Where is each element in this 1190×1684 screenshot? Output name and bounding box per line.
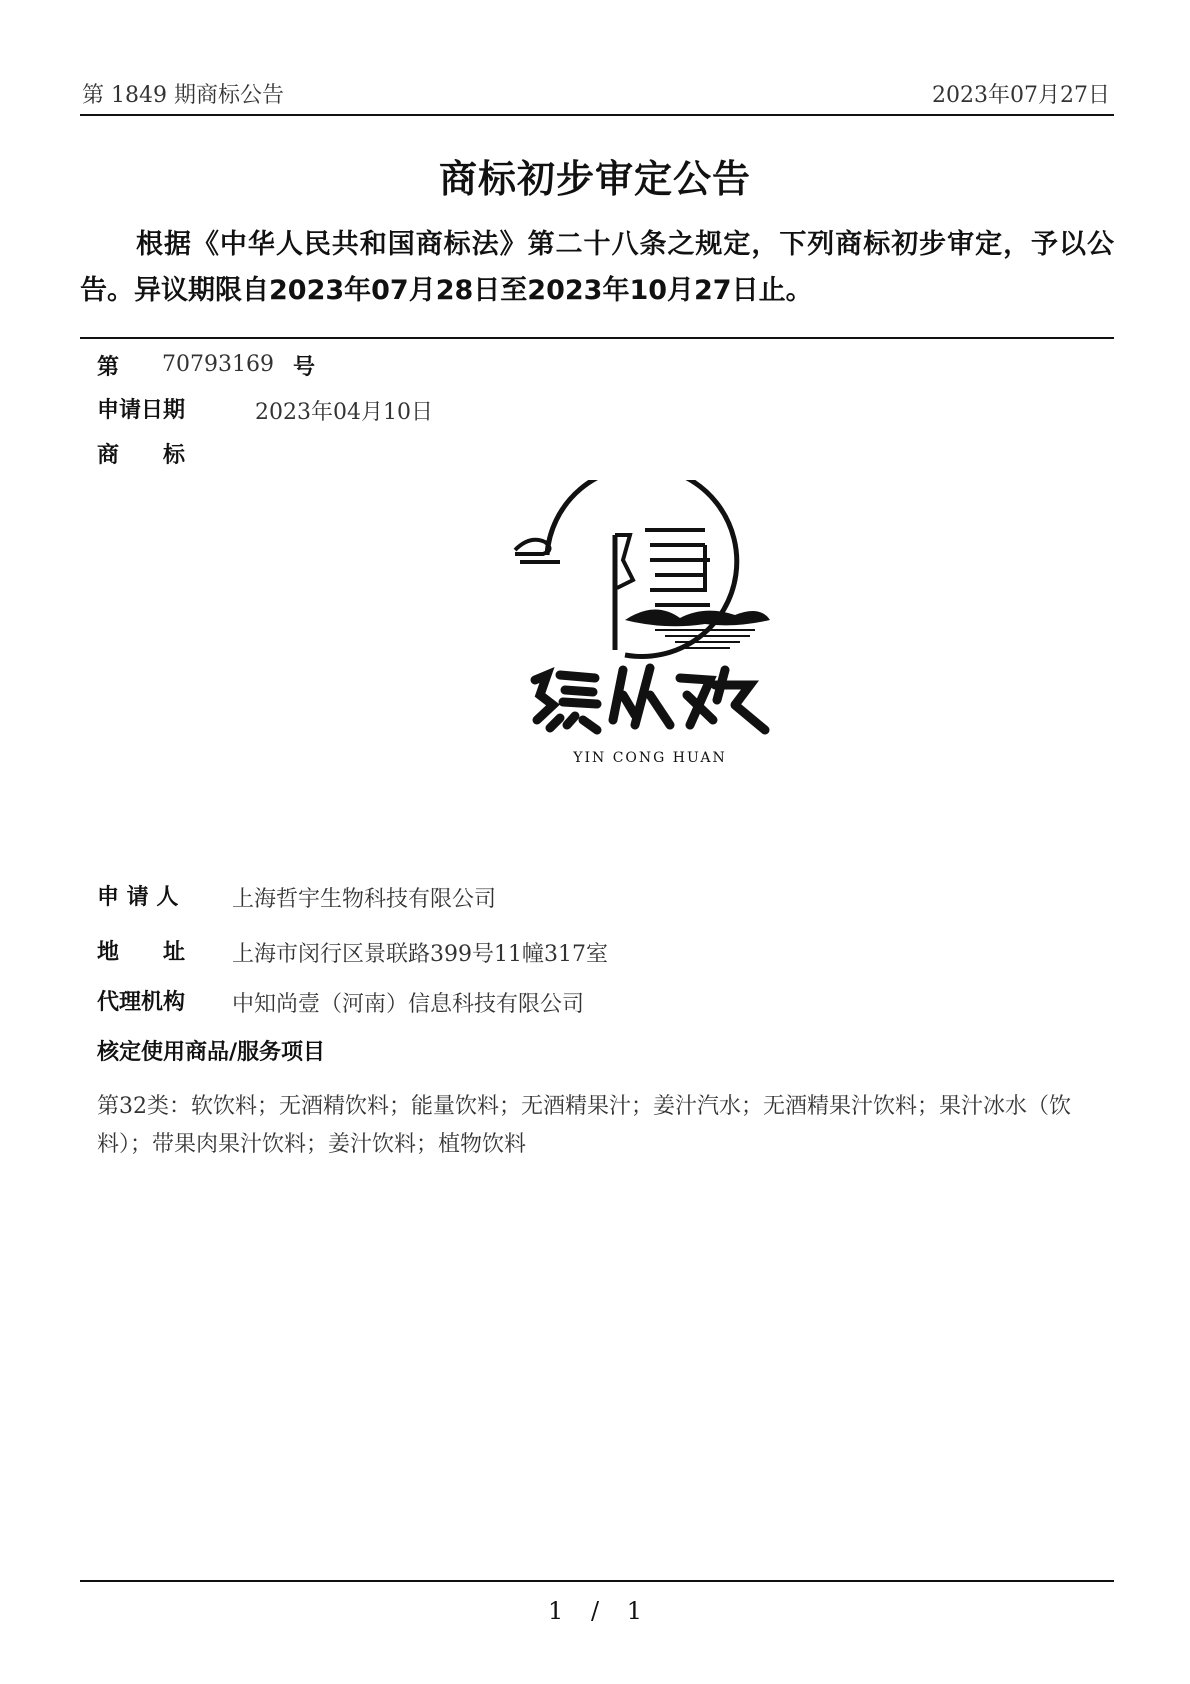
agent-label: 代理机构: [97, 990, 186, 1015]
issue-number: 第 1849 期商标公告: [82, 83, 284, 108]
logo-cloud-swirl: [515, 540, 550, 554]
page-indicator: [0, 1597, 1190, 1625]
applicant-label: 申 请 人: [97, 885, 179, 910]
section-rule: [80, 337, 1114, 339]
header-date: 2023年07月27日: [932, 83, 1110, 108]
goods-list: 第32类：软饮料；无酒精饮料；能量饮料；无酒精果汁；姜汁汽水；无酒精果汁饮料；果汁冰水（饮料）；带果肉果汁饮料；姜汁饮料；植物饮料: [97, 1094, 1071, 1157]
agent-value: 中知尚壹（河南）信息科技有限公司: [232, 992, 585, 1017]
page-separator: /: [590, 1597, 600, 1625]
trademark-number: 70793169: [162, 352, 274, 377]
logo-glyph-stroke: [645, 530, 710, 605]
logo-mountain: [625, 609, 770, 626]
footer-rule: [80, 1580, 1114, 1582]
applicant-value: 上海哲宇生物科技有限公司: [232, 887, 497, 912]
current-page: 1: [548, 1597, 564, 1625]
total-pages: 1: [626, 1597, 642, 1625]
number-suffix: 号: [293, 355, 316, 380]
mark-label: 商 标: [97, 443, 186, 468]
logo-calligraphy: [535, 668, 765, 730]
number-prefix: 第: [97, 355, 120, 380]
goods-label: 核定使用商品/服务项目: [97, 1040, 326, 1065]
address-value: 上海市闵行区景联路399号11幢317室: [232, 942, 608, 967]
intro-paragraph: 根据《中华人民共和国商标法》第二十八条之规定，下列商标初步审定，予以公告。异议期限自2023年07月28日至2023年10月27日止。: [80, 229, 1114, 306]
logo-glyph-stroke: [615, 535, 633, 588]
logo-english-name: YIN CONG HUAN: [573, 750, 727, 766]
trademark-logo: [505, 480, 795, 780]
apply-date: 2023年04月10日: [255, 400, 433, 425]
apply-date-label: 申请日期: [97, 398, 186, 423]
address-label: 地 址: [97, 940, 186, 965]
header-rule: [80, 114, 1114, 116]
page-title: 商标初步审定公告: [438, 157, 751, 201]
